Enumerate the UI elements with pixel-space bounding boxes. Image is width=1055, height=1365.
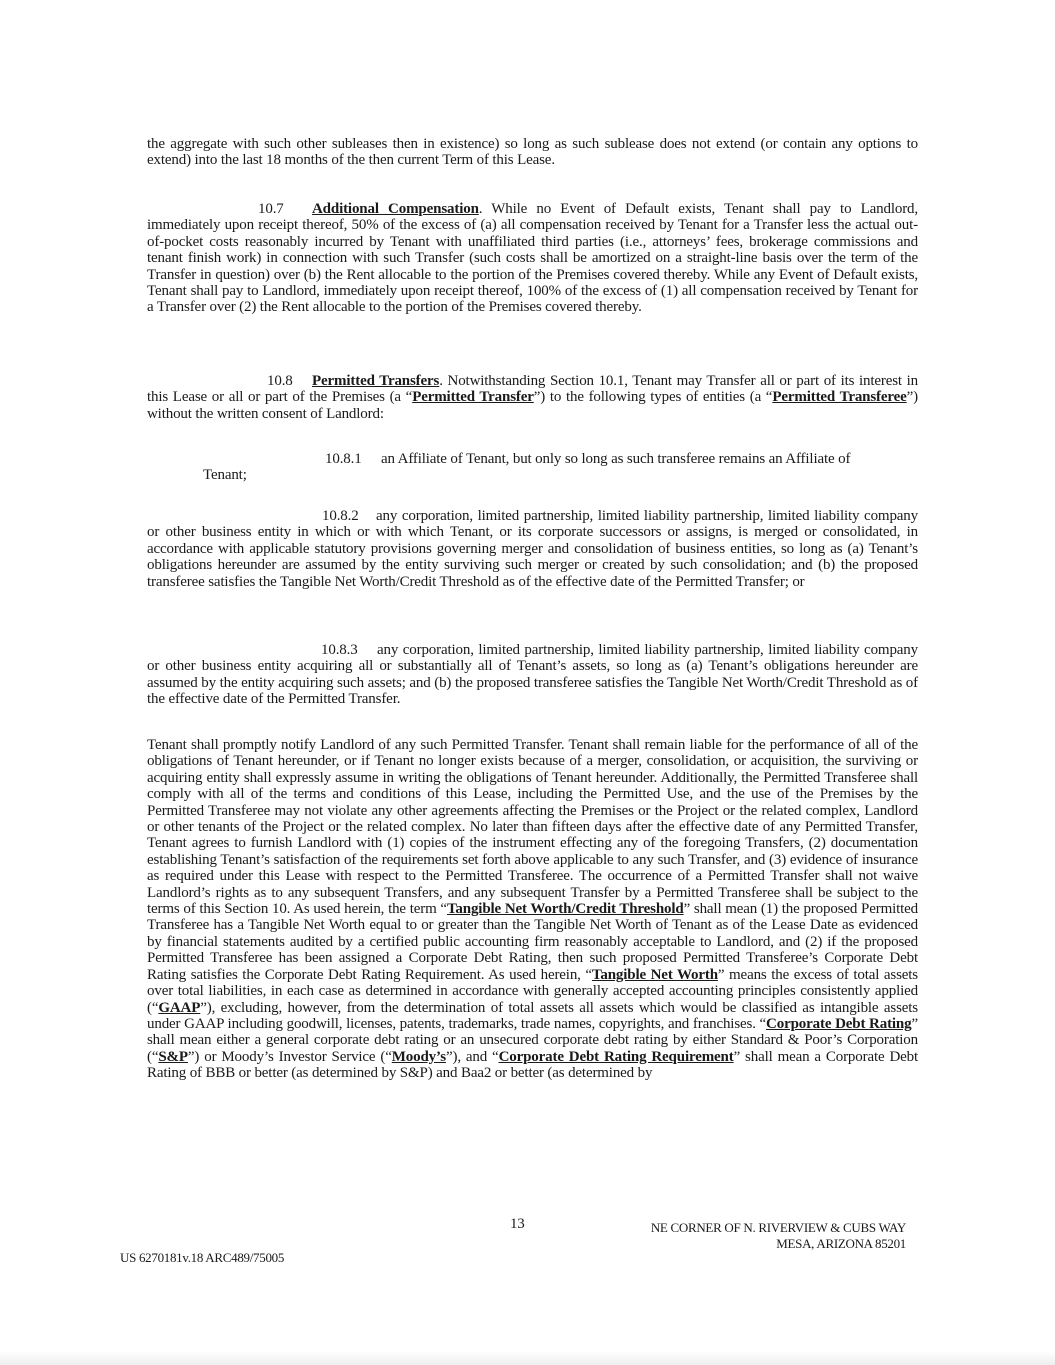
section-text: . Notwithstanding Section 10.1, Tenant may Transfer all or part of its interest in this Lease or all or part of the Premises (a “ [147,373,919,406]
document-id: US 6270181v.18 ARC489/75005 [120,1250,285,1265]
paragraph-text: ” means the excess of total assets over total liabilities, in each case as determined in accordance with generally accepted accounting principles consistently applied (“ [147,966,918,1016]
section-text: an Affiliate of Tenant, but only so long as such transferee remains an Affiliate of [381,451,851,467]
section-text: ”) without the written consent of Landlord: [147,389,919,422]
section-10-8-2 [147,508,918,590]
section-number: 10.7 [258,201,284,217]
section-number: 10.8.3 [321,642,358,658]
defined-term: Tangible Net Worth/Credit Threshold [446,901,684,918]
permitted-transfer-paragraph [147,737,918,1082]
section-number: 10.8 [267,373,293,389]
address-line: NE CORNER OF N. RIVERVIEW & CUBS WAY [650,1220,906,1235]
section-text: ”) to the following types of entities (a “ [533,389,773,406]
section-title: Additional Compensation [312,201,479,217]
section-title: Permitted Transfers [312,373,440,389]
section-text: any corporation, limited partnership, limited liability partnership, limited liability company or other business entity acquiring all or substantially all of Tenant’s assets, so long as (a) Tenant’s obligations hereunder are assumed by the entity acquiring such assets; and (b) the proposed transferee satisfies the Tangible Net Worth/Credit Threshold as of the effective date of the Permitted Transfer. [147,642,918,708]
section-number: 10.8.1 [325,451,362,467]
defined-term: Tangible Net Worth [591,966,718,983]
paragraph-text: ”), excluding, however, from the determination of total assets all assets which would be classified as intangible assets under GAAP including goodwill, licenses, patents, trademarks, trade names, copyrights, and franchises. “ [147,999,918,1032]
property-address [651,1220,906,1252]
defined-term: Permitted Transferee [772,389,907,406]
section-10-8-3 [147,642,918,708]
defined-term: GAAP [158,999,201,1016]
defined-term: Corporate Debt Rating [766,1015,912,1032]
defined-term: S&P [158,1048,188,1065]
paragraph-text: Tenant shall promptly notify Landlord of any such Permitted Transfer. Tenant shall remain liable for the performance of all of the obligations of Tenant hereunder, or if Tenant no longer exists because of a merger, consolidation, or acquisition, the surviving or acquiring entity shall expressly assume in writing the obligations of Tenant hereunder. Additionally, the Permitted Transferee shall comply with all of the terms and conditions of this Lease, including the Permitted Use, and the use of the Premises by the Permitted Transferee may not violate any other agreements affecting the Premises or the Project or the related complex, Landlord or other tenants of the Project or the related complex. No later than fifteen days after the effective date of any Permitted Transfer, Tenant agrees to furnish Landlord with (1) copies of the instrument effecting any of the foregoing Transfers, (2) documentation establishing Tenant’s satisfaction of the requirements set forth above applicable to any such Transfer, and (3) evidence of insurance as required under this Lease with respect to the Permitted Transferee. The occurrence of a Permitted Transfer shall not waive Landlord’s rights as to any subsequent Transfers, and any subsequent Transfer by a Permitted Transferee shall be subject to the terms of this Section 10. As used herein, the term “ [147,737,918,918]
section-text: . While no Event of Default exists, Tenant shall pay to Landlord, immediately upon receipt thereof, 50% of the excess of (a) all compensation received by Tenant for a Transfer less the actual out-of-pocket costs reasonably incurred by Tenant with unaffiliated third parties (i.e., attorneys’ fees, brokerage commissions and tenant finish work) in connection with such Transfer (such costs shall be amortized on a straight-line basis over the term of the Transfer in question) over (b) the Rent allocable to the portion of the Premises covered thereby. While any Event of Default exists, Tenant shall pay to Landlord, immediately upon receipt thereof, 100% of the excess of (1) all compensation received by Tenant for a Transfer over (2) the Rent allocable to the portion of the Premises covered thereby. [147,201,918,316]
defined-term: Moody’s [391,1048,446,1065]
paragraph-text: ” shall mean a Corporate Debt Rating of BBB or better (as determined by S&P) and Baa2 or better (as determined by [147,1048,918,1082]
paragraph-text: ”) or Moody’s Investor Service (“ [187,1048,392,1065]
section-number: 10.8.2 [322,508,359,524]
defined-term: Permitted Transfer [412,389,534,406]
defined-term: Corporate Debt Rating Requirement [498,1048,734,1065]
paragraph-text: ”), and “ [445,1048,499,1065]
section-text: Tenant; [203,467,247,484]
continued-paragraph [147,136,918,169]
page-edge [0,1351,1055,1365]
section-10-8 [147,373,918,422]
section-text: any corporation, limited partnership, limited liability partnership, limited liability company or other business entity in which or with which Tenant, or its corporate successors or assigns, is merged or consolidated, in accordance with applicable statutory provisions governing merger and consolidation of business entities, so long as (a) Tenant’s obligations hereunder are assumed by the entity surviving such merger or created by such consolidation; and (b) the proposed transferee satisfies the Tangible Net Worth/Credit Threshold as of the effective date of the Permitted Transfer; or [147,508,918,590]
address-line: MESA, ARIZONA 85201 [776,1236,906,1251]
section-10-7 [147,201,918,316]
paragraph-text: ” shall mean (1) the proposed Permitted Transferee has a Tangible Net Worth equal to or greater than the Tangible Net Worth of Tenant as of the Lease Date as evidenced by financial statements audited by a certified public accounting firm reasonably acceptable to Landlord, and (2) if the proposed Permitted Transferee has been assigned a Corporate Debt Rating, then such proposed Permitted Transferee’s Corporate Debt Rating satisfies the Corporate Debt Rating Requirement. As used herein, “ [147,901,919,983]
paragraph-text: ” shall mean either a general corporate debt rating or an unsecured corporate debt rating by either Standard & Poor’s Corporation (“ [147,1015,918,1065]
paragraph-text: the aggregate with such other subleases then in existence) so long as such sublease does not extend (or contain any options to extend) into the last 18 months of the then current Term of this Lease. [147,136,918,169]
page-number: 13 [510,1216,525,1232]
section-10-8-1 [147,451,918,484]
